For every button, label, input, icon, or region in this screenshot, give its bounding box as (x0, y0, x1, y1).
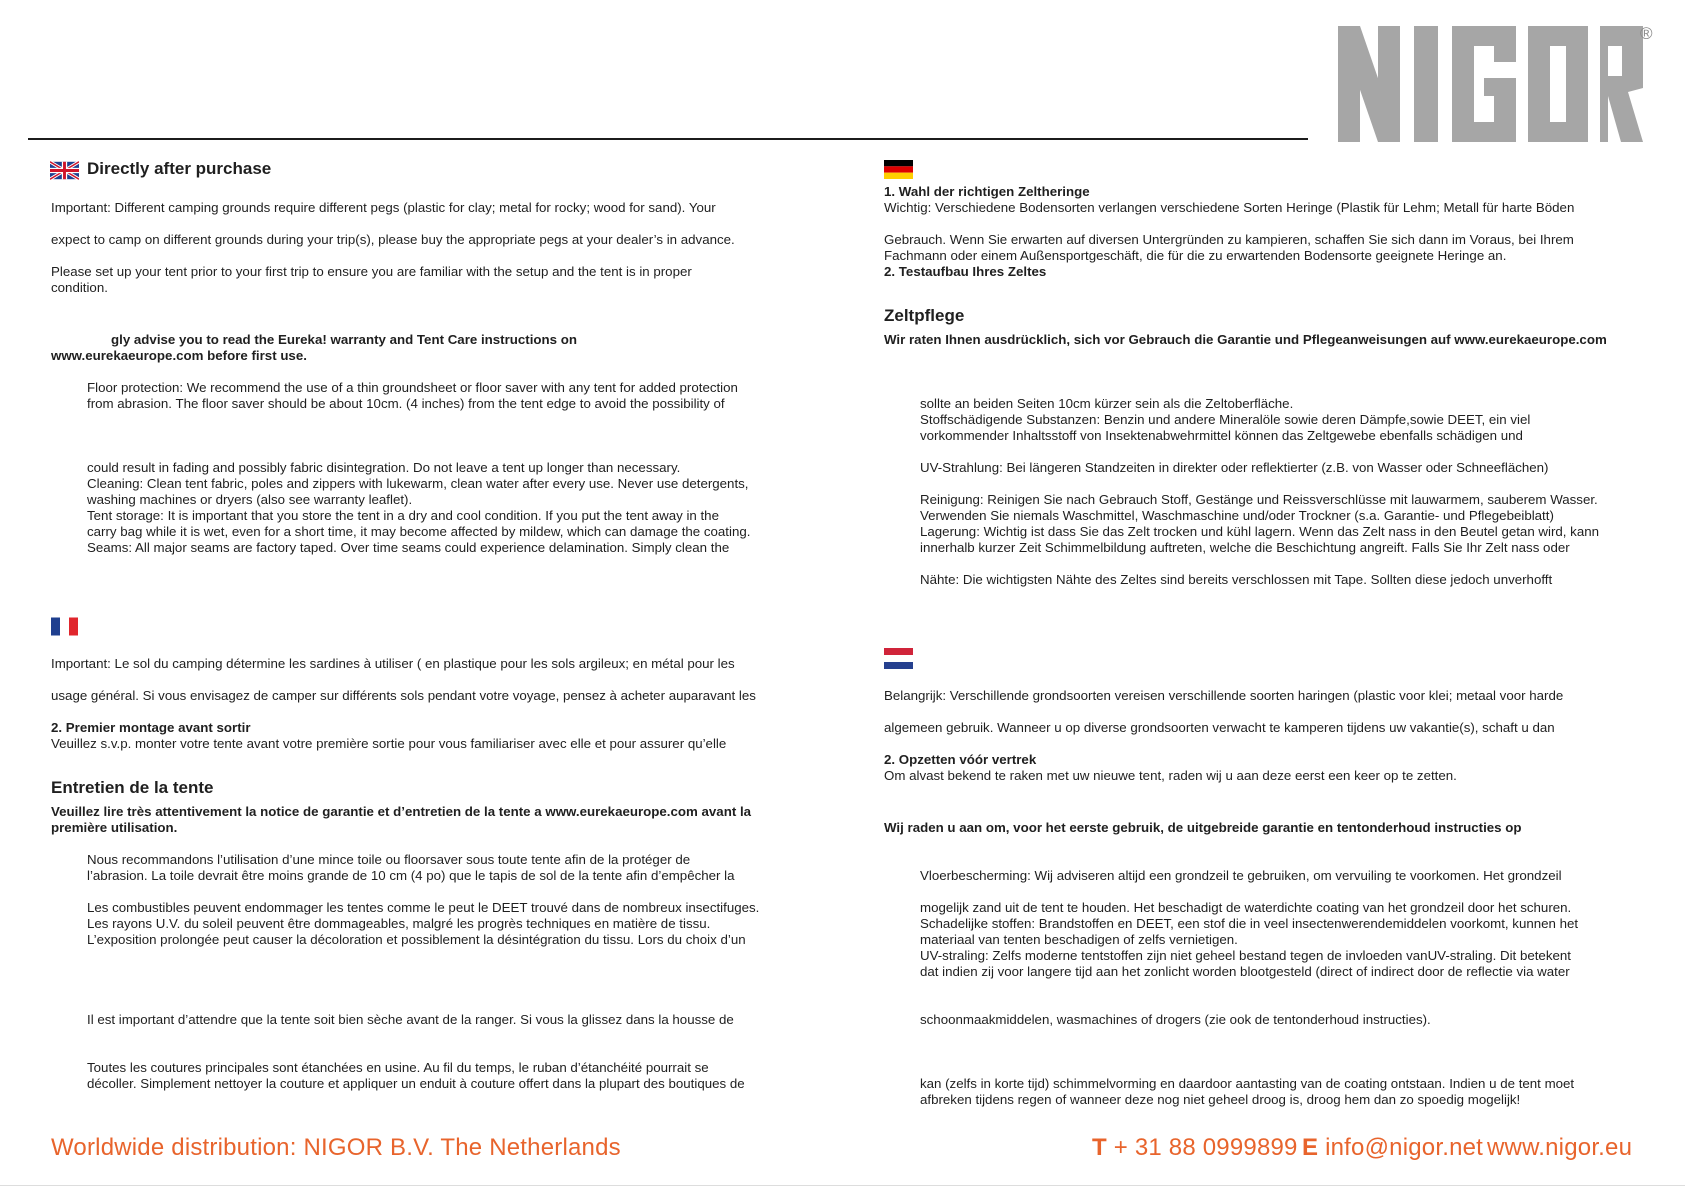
nigor-logo (1338, 26, 1643, 142)
de-line: Reinigung: Reinigen Sie nach Gebrauch Stoff, Gestänge und Reissverschlüsse mit lauwarmem, sauberem Wasser. (920, 492, 1598, 507)
de-line: Fachmann oder einem Außensportgeschäft, die für die zu erwartenden Bodensorte geeignete Heringe an. (884, 248, 1507, 263)
en-line: expect to camp on different grounds during your trip(s), please buy the appropriate pegs at your dealer’s in advance. (51, 232, 735, 247)
en-line: could result in fading and possibly fabric disintegration. Do not leave a tent up longer than necessary. (87, 460, 681, 475)
en-line: www.eurekaeurope.com before first use. (51, 348, 307, 363)
nl-line: 2. Opzetten vóór vertrek (884, 752, 1037, 767)
de-line: Gebrauch. Wenn Sie erwarten auf diversen Untergründen zu kampieren, schaffen Sie sich dann im Voraus, bei Ihrem (884, 232, 1574, 247)
de-line: Lagerung: Wichtig ist dass Sie das Zelt trocken und kühl lagern. Wenn das Zelt nass in den Beutel getan wird, kann (920, 524, 1600, 539)
fr-line: L’exposition prolongée peut causer la décoloration et possiblement la désintégration du tissu. Lors du choix d’un (87, 932, 746, 947)
fr-section-title: Entretien de la tente (51, 778, 214, 797)
nl-line: Wij raden u aan om, voor het eerste gebruik, de uitgebreide garantie en tentonderhoud instructies op (884, 820, 1522, 835)
de-line: innerhalb kurzer Zeit Schimmelbildung auftreten, welche die Beschichtung angreift. Falls Sie Ihr Zelt nass oder (920, 540, 1570, 555)
fr-line: Il est important d’attendre que la tente soit bien sèche avant de la ranger. Si vous la glissez dans la housse de (87, 1012, 734, 1027)
french-flag-icon (51, 617, 78, 636)
en-line: carry bag while it is wet, even for a short time, it may become affected by mildew, which can damage the coating. (87, 524, 751, 539)
fr-line: Les rayons U.V. du soleil peuvent être dommageables, malgré les progrès techniques en matière de tissu. (87, 916, 711, 931)
en-line: Seams: All major seams are factory taped. Over time seams could experience delamination. Simply clean the (87, 540, 730, 555)
email-address: info@nigor.net (1325, 1134, 1484, 1161)
de-line: UV-Strahlung: Bei längeren Standzeiten in direkter oder reflektierter (z.B. von Wasser oder Schneeflächen) (920, 460, 1549, 475)
registered-mark: ® (1640, 24, 1653, 43)
footer-distribution: Worldwide distribution: NIGOR B.V. The Netherlands (51, 1134, 621, 1161)
nl-line: mogelijk zand uit de tent te houden. Het beschadigt de waterdichte coating van het grondzeil door het schuren. (920, 900, 1572, 915)
en-line: from abrasion. The floor saver should be about 10cm. (4 inches) from the tent edge to avoid the possibility of (87, 396, 725, 411)
dutch-flag-icon (884, 648, 913, 669)
en-line: condition. (51, 280, 108, 295)
nl-line: Vloerbescherming: Wij adviseren altijd een grondzeil te gebruiken, om vervuiling te voorkomen. Het grondzeil (920, 868, 1562, 883)
fr-line: Nous recommandons l’utilisation d’une mince toile ou floorsaver sous toute tente afin de la protéger de (87, 852, 691, 867)
footer-email (1302, 1134, 1483, 1162)
nl-line: schoonmaakmiddelen, wasmachines of drogers (zie ook de tentonderhoud instructies). (920, 1012, 1431, 1027)
fr-line: 2. Premier montage avant sortir (51, 720, 251, 735)
nl-line: algemeen gebruik. Wanneer u op diverse grondsoorten verwacht te kamperen tijdens uw vakantie(s), schaft u dan (884, 720, 1555, 735)
fr-line: décoller. Simplement nettoyer la couture et appliquer un enduit à couture offert dans la plupart des boutiques de (87, 1076, 745, 1091)
de-line: Wichtig: Verschiedene Bodensorten verlangen verschiedene Sorten Heringe (Plastik für Lehm; Metall für harte Böden (884, 200, 1575, 215)
fr-line: Les combustibles peuvent endommager les tentes comme le peut le DEET trouvé dans de nombreux insectifuges. (87, 900, 760, 915)
german-flag-icon (884, 160, 913, 179)
phone-number: + 31 88 0999899 (1113, 1134, 1298, 1161)
fr-line: Veuillez lire très attentivement la notice de garantie et d’entretien de la tente a www.eurekaeurope.com avant la (51, 804, 752, 819)
header-rule (28, 138, 1308, 140)
nl-line: afbreken tijdens regen of wanneer deze nog niet geheel droog is, droog hem dan zo spoedig mogelijk! (920, 1092, 1521, 1107)
phone-label: T (1092, 1134, 1107, 1161)
nl-line: Belangrijk: Verschillende grondsoorten vereisen verschillende soorten haringen (plastic voor klei; metaal voor harde (884, 688, 1564, 703)
nl-line: materiaal van tenten beschadigen of zelfs vernietigen. (920, 932, 1238, 947)
en-line: Important: Different camping grounds require different pegs (plastic for clay; metal for rocky; wood for sand). Your (51, 200, 716, 215)
fr-line: usage général. Si vous envisagez de camper sur différents sols pendant votre voyage, pensez à acheter auparavant les (51, 688, 756, 703)
nl-line: Schadelijke stoffen: Brandstoffen en DEET, een stof die in veel insectenwerendemiddelen voorkomt, kunnen het (920, 916, 1579, 931)
fr-line: Veuillez s.v.p. monter votre tente avant votre première sortie pour vous familiariser avec elle et pour assurer qu’elle (51, 736, 727, 751)
en-line: Floor protection: We recommend the use of a thin groundsheet or floor saver with any tent for added protection (87, 380, 738, 395)
nl-line: UV-straling: Zelfs moderne tentstoffen zijn niet geheel bestand tegen de invloeden vanUV-straling. Dit betekent (920, 948, 1571, 963)
en-line: Cleaning: Clean tent fabric, poles and zippers with lukewarm, clean water after every use. Never use detergents, (87, 476, 749, 491)
en-line: gly advise you to read the Eureka! warranty and Tent Care instructions on (111, 332, 577, 347)
bottom-rule (0, 1185, 1685, 1186)
fr-line: première utilisation. (51, 820, 178, 835)
de-section-title: Zeltpflege (884, 306, 965, 325)
fr-line: Toutes les coutures principales sont étanchées en usine. Au fil du temps, le ruban d’étanchéité pourrait se (87, 1060, 709, 1075)
nl-line: dat indien zij voor langere tijd aan het zonlicht worden blootgesteld (direct of indirect door de reflectie via water (920, 964, 1570, 979)
footer-phone (1092, 1134, 1298, 1162)
de-line: sollte an beiden Seiten 10cm kürzer sein als die Zeltoberfläche. (920, 396, 1294, 411)
de-line: 1. Wahl der richtigen Zeltheringe (884, 184, 1090, 199)
email-label: E (1302, 1134, 1319, 1161)
de-line: Verwenden Sie niemals Waschmittel, Waschmaschine und/oder Trockner (s.a. Garantie- und Pflegebeiblatt) (920, 508, 1554, 523)
de-line: Stoffschädigende Substanzen: Benzin und andere Mineralöle sowie deren Dämpfe,sowie DEET, ein viel (920, 412, 1531, 427)
footer-website: www.nigor.eu (1487, 1134, 1633, 1161)
de-line: vorkommender Inhaltsstoff von Insektenabwehrmittel können das Zeltgewebe ebenfalls schädigen und (920, 428, 1523, 443)
de-line: 2. Testaufbau Ihres Zeltes (884, 264, 1047, 279)
nl-line: Om alvast bekend te raken met uw nieuwe tent, raden wij u aan deze eerst een keer op te zetten. (884, 768, 1457, 783)
en-line: Please set up your tent prior to your first trip to ensure you are familiar with the setup and the tent is in proper (51, 264, 692, 279)
en-line: washing machines or dryers (also see warranty leaflet). (87, 492, 413, 507)
english-title: Directly after purchase (87, 159, 272, 178)
nl-line: kan (zelfs in korte tijd) schimmelvorming en daardoor aantasting van de coating ontstaan. Indien u de tent moet (920, 1076, 1575, 1091)
fr-line: Important: Le sol du camping détermine les sardines à utiliser ( en plastique pour les sols argileux; en métal pour les (51, 656, 735, 671)
de-line: Wir raten Ihnen ausdrücklich, sich vor Gebrauch die Garantie und Pflegeanweisungen auf www.eurekaeurope.com (884, 332, 1607, 347)
de-line: Nähte: Die wichtigsten Nähte des Zeltes sind bereits verschlossen mit Tape. Sollten diese jedoch unverhofft (920, 572, 1553, 587)
fr-line: l’abrasion. La toile devrait être moins grande de 10 cm (4 po) que le tapis de sol de la tente afin d’empêcher la (87, 868, 735, 883)
en-line: Tent storage: It is important that you store the tent in a dry and cool condition. If you put the tent away in the (87, 508, 719, 523)
uk-flag-icon (50, 161, 79, 180)
